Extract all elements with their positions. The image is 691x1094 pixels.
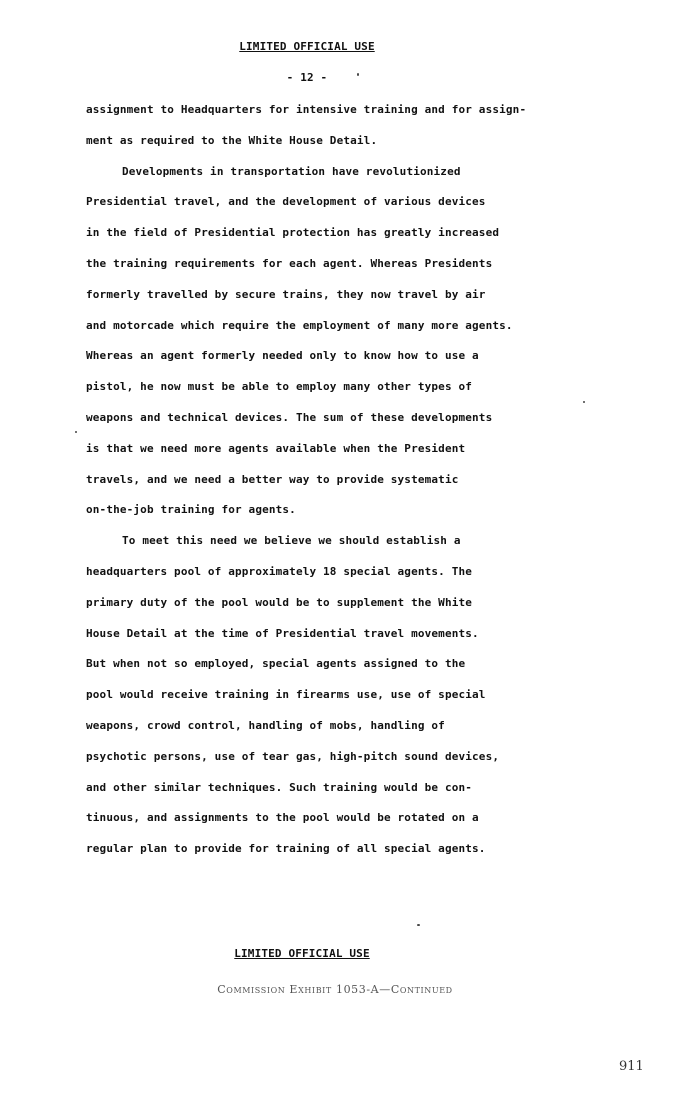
body-line: tinuous, and assignments to the pool would be rotated on a: [86, 811, 479, 825]
body-text: [86, 102, 526, 872]
exhibit-caption: Commission Exhibit 1053-A—Continued: [217, 983, 453, 996]
body-line: To meet this need we believe we should establish a: [122, 534, 461, 548]
body-line: primary duty of the pool would be to supplement the White: [86, 595, 473, 609]
body-line: ment as required to the White House Detail.: [86, 133, 378, 147]
scan-speck: [75, 431, 77, 433]
scan-speck: [583, 401, 585, 403]
body-line: is that we need more agents available when the President: [86, 441, 466, 455]
body-line: Presidential travel, and the development of various devices: [86, 195, 486, 209]
scan-speck: [417, 924, 420, 926]
body-line: regular plan to provide for training of all special agents.: [86, 842, 486, 856]
classification-header: LIMITED OFFICIAL USE: [239, 40, 375, 53]
body-line: and motorcade which require the employment of many more agents.: [86, 318, 513, 332]
classification-footer: LIMITED OFFICIAL USE: [234, 947, 370, 960]
body-line: headquarters pool of approximately 18 special agents. The: [86, 564, 473, 578]
body-line: weapons and technical devices. The sum of these developments: [86, 410, 493, 424]
body-line: Developments in transportation have revolutionized: [122, 164, 461, 178]
body-line: But when not so employed, special agents assigned to the: [86, 657, 466, 671]
body-line: psychotic persons, use of tear gas, high-pitch sound devices,: [86, 749, 500, 763]
folio-number: 911: [619, 1059, 644, 1074]
body-line: weapons, crowd control, handling of mobs, handling of: [86, 718, 445, 732]
body-line: and other similar techniques. Such training would be con-: [86, 780, 473, 794]
page-number: - 12 -: [286, 71, 328, 84]
body-line: pool would receive training in firearms use, use of special: [86, 688, 486, 702]
body-line: the training requirements for each agent. Whereas Presidents: [86, 256, 493, 270]
body-line: assignment to Headquarters for intensive training and for assign-: [86, 103, 527, 116]
body-line: formerly travelled by secure trains, they now travel by air: [86, 287, 486, 301]
scan-speck: [357, 73, 359, 76]
body-line: House Detail at the time of Presidential travel movements.: [86, 626, 479, 640]
body-line: in the field of Presidential protection has greatly increased: [86, 226, 500, 240]
body-line: on-the-job training for agents.: [86, 503, 296, 517]
body-line: Whereas an agent formerly needed only to know how to use a: [86, 349, 479, 363]
body-line: travels, and we need a better way to provide systematic: [86, 472, 459, 486]
body-line: pistol, he now must be able to employ many other types of: [86, 380, 473, 394]
